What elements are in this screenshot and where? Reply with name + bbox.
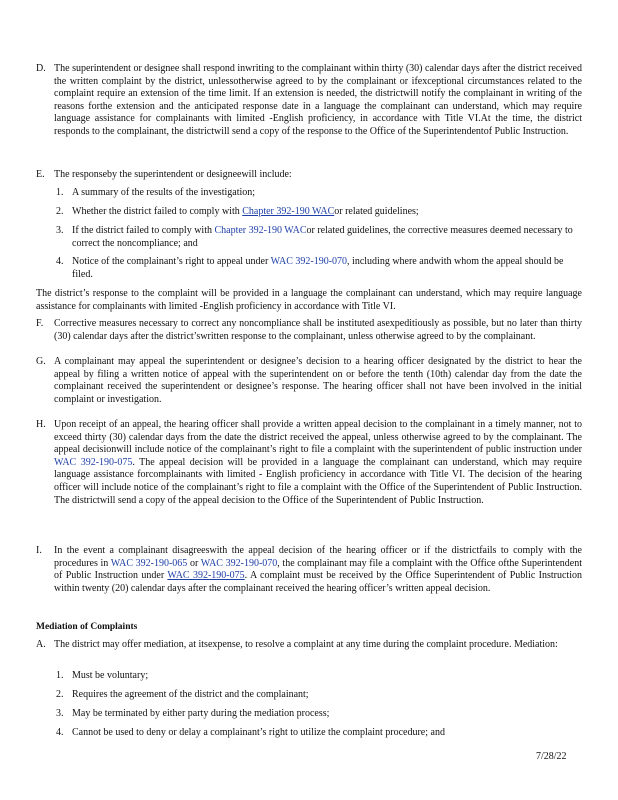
list-text: May be terminated by either party during the mediation process; xyxy=(72,708,330,719)
item-text: Corrective measures necessary to correct any noncompliance shall be instituted asexpeditiously as possible, but no later than thirty (30) calendar days after the district’swritten response to the complainant, unless otherwise agreed to by the complainant. xyxy=(54,318,582,342)
item-h xyxy=(36,419,582,507)
list-item xyxy=(56,187,582,200)
list-marker: 4. xyxy=(56,256,64,267)
item-text: The district may offer mediation, at itsexpense, to resolve a complaint at any time during the complaint procedure. Mediation: xyxy=(54,639,558,650)
wac-392-190-070-link[interactable]: WAC 392-190-070 xyxy=(270,256,348,267)
text-run: or related guidelines, the corrective measures deemed necessary to correct the noncompliance; and xyxy=(72,225,573,249)
list-text: Cannot be used to deny or delay a complainant’s right to utilize the complaint procedure; and xyxy=(72,727,445,738)
list-item xyxy=(56,689,582,702)
wac-392-190-075-link[interactable]: WAC 392-190-075 xyxy=(167,570,245,582)
text-run: Notice of the complainant’s right to appeal under xyxy=(72,256,271,267)
list-marker: 3. xyxy=(56,225,64,236)
chapter-392-190-wac-link[interactable]: Chapter 392-190 WAC xyxy=(242,206,335,217)
item-f xyxy=(36,318,582,343)
list-text xyxy=(72,256,582,281)
item-d xyxy=(36,63,582,139)
text-run: Whether the district failed to comply with xyxy=(72,206,243,217)
list-text xyxy=(72,225,582,250)
list-item xyxy=(56,670,582,683)
text-run: If the district failed to comply with xyxy=(72,225,215,236)
text-run: , including where andwith whom the appeal should be filed. xyxy=(72,256,564,280)
text-run: or xyxy=(187,557,201,569)
list-item xyxy=(56,206,582,219)
list-marker: 1. xyxy=(56,187,64,198)
list-marker: 2. xyxy=(56,206,64,217)
item-marker: I. xyxy=(36,545,42,556)
chapter-392-190-wac-link[interactable]: Chapter 392-190 WAC xyxy=(214,225,307,236)
list-text: Must be voluntary; xyxy=(72,670,149,681)
list-item xyxy=(56,708,582,721)
list-marker: 1. xyxy=(56,670,64,681)
wac-392-190-070-link[interactable]: WAC 392-190-070 xyxy=(200,557,278,569)
list-text: Requires the agreement of the district and the complainant; xyxy=(72,689,309,700)
wac-392-190-065-link[interactable]: WAC 392-190-065 xyxy=(110,557,188,569)
list-text: A summary of the results of the investigation; xyxy=(72,187,256,198)
footer-date: 7/28/22 xyxy=(536,751,567,762)
item-marker: G. xyxy=(36,356,46,367)
text-run: . The appeal decision will be provided in a language the complainant can understand, which may require language assistance forcomplainants with limited - English proficiency in accordance with Title VI. The decision of the hearing officer will include notice of the complainant’s right to file a complaint with the Office of the Superintendent of Public Instruction. The districtwill send a copy of the appeal decision to the Office of the Superintendent of Public Instruction. xyxy=(54,456,582,506)
item-marker: E. xyxy=(36,169,45,180)
list-marker: 2. xyxy=(56,689,64,700)
item-marker: H. xyxy=(36,419,46,430)
section-heading: Mediation of Complaints xyxy=(36,622,138,632)
text-run: . A complaint must be received by the Office Superintendent of Public Instruction within twenty (20) calendar days after the complainant received the hearing officer’s written appeal decision. xyxy=(54,570,582,594)
wac-392-190-075-link[interactable]: WAC 392-190-075 xyxy=(54,456,133,468)
text-run: In the event a complainant disagreeswith the appeal decision of the hearing officer or if the districtfails to comply with the procedures in xyxy=(54,545,582,569)
item-g xyxy=(36,356,582,406)
item-marker: F. xyxy=(36,318,44,329)
item-text: The superintendent or designee shall respond inwriting to the complainant within thirty (30) calendar days after the district received the written complaint by the district, unlessotherwise agreed to by the complainant or ifexceptional circumstances related to the complaint require an extension of the time limit. If an extension is needed, the districtwill notify the complainant in writing of the reasons forthe extension and the anticipated response date in a language the complainant can understand, which may require language assistance for complainants with limited -English proficiency, in accordance with Title VI.At the time, the district responds to the complainant, the districtwill send a copy of the response to the Office of the Superintendentof Public Instruction. xyxy=(54,63,582,137)
list-marker: 4. xyxy=(56,727,64,738)
item-i xyxy=(36,545,582,595)
item-text: A complainant may appeal the superintendent or designee’s decision to a hearing officer designated by the district to hear the appeal by filing a written notice of appeal with the superintendent on or before the tenth (10th) calendar day from the date the complainant received the superintendent or designee’s response. The hearing officer shall not have been involved in the initial complaint or investigation. xyxy=(54,356,582,405)
item-e xyxy=(36,169,582,182)
list-item xyxy=(56,225,582,250)
item-text: The responseby the superintendent or designeewill include: xyxy=(54,169,292,180)
text-run: or related guidelines; xyxy=(334,206,419,217)
mediation-item-a xyxy=(36,639,582,652)
list-item xyxy=(56,256,582,281)
item-marker: A. xyxy=(36,639,46,650)
item-text xyxy=(54,545,582,595)
list-marker: 3. xyxy=(56,708,64,719)
list-text xyxy=(72,206,582,219)
text-run: , the complainant may file a complaint with the Office ofthe Superintendent of Public Instruction under xyxy=(54,557,582,582)
text-run: Upon receipt of an appeal, the hearing officer shall provide a written appeal decision to the complainant in a timely manner, not to exceed thirty (30) calendar days from the date the district received the appeal, unless otherwise agreed to by the complainant. The appeal decisionwill include notice of the complainant’s right to file a complaint with the superintendent of public instruction under xyxy=(54,419,582,456)
item-text xyxy=(54,419,582,507)
list-item xyxy=(56,727,582,740)
item-marker: D. xyxy=(36,63,46,74)
response-language-paragraph: The district’s response to the complaint will be provided in a language the complainant can understand, which may require language assistance for complainants with limited -English proficiency in accordance with Title VI. xyxy=(36,288,582,312)
